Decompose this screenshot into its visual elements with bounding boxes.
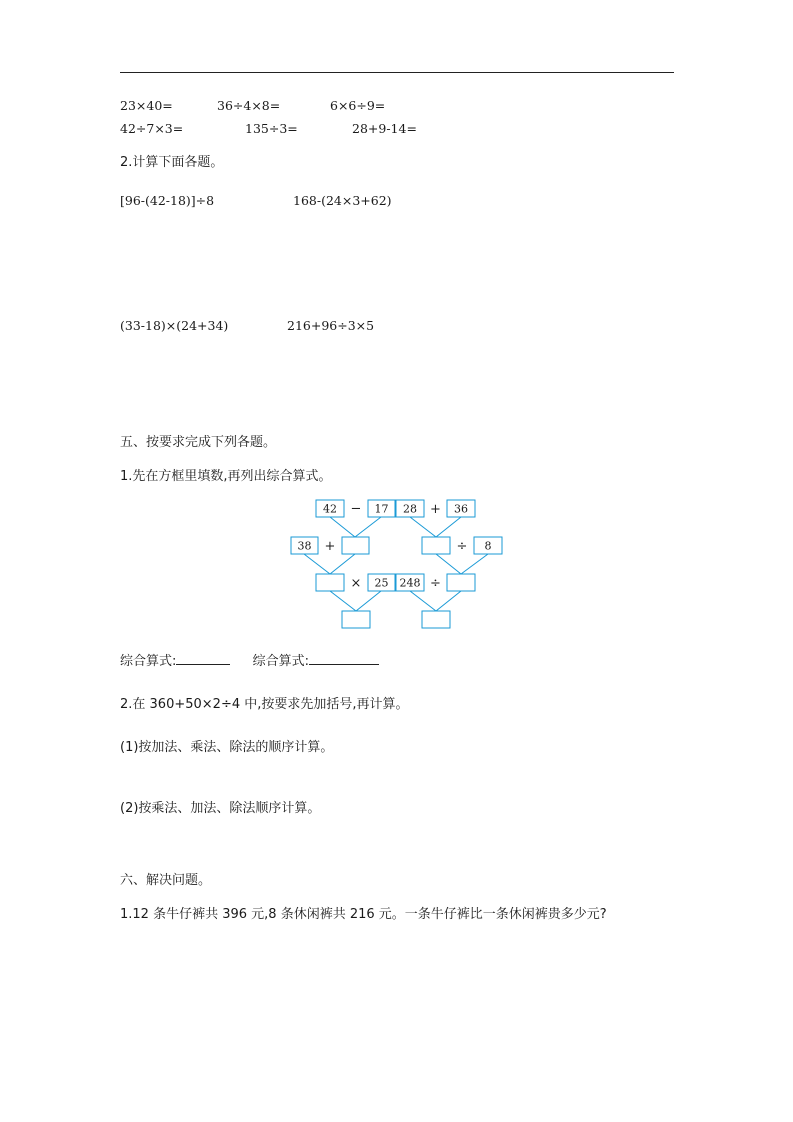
q2-expr-4: 216+96÷3×5 (287, 318, 375, 333)
diagram-right-mid-b: 8 (484, 539, 492, 553)
q2-expr-3: (33-18)×(24+34) (120, 318, 229, 333)
q2-expr-1: [96-(42-18)]÷8 (120, 193, 215, 208)
diagram-left-op1: − (350, 501, 362, 517)
diagram-right-top-a: 28 (403, 502, 417, 516)
oral-calc-3: 6×6÷9= (330, 98, 386, 113)
box-left-mid-result (342, 537, 369, 554)
formula-line (120, 650, 379, 669)
diagram-left-top-b: 17 (374, 502, 389, 516)
section5-q2-sub1: (1)按加法、乘法、除法的顺序计算。 (120, 740, 334, 755)
diagram-left-top-a: 42 (323, 502, 337, 516)
box-left-third-result (316, 574, 344, 591)
section5-heading: 五、按要求完成下列各题。 (120, 435, 277, 450)
diagram-left-third-b: 25 (374, 576, 389, 590)
box-right-final (422, 611, 450, 628)
calculation-tree-diagram (285, 495, 510, 635)
diagram-left-mid-a: 38 (297, 539, 312, 553)
diagram-right-top-b: 36 (454, 502, 468, 516)
box-left-final (342, 611, 370, 628)
formula-label-2: 综合算式: (252, 654, 310, 669)
q2-expr-2: 168-(24×3+62) (293, 193, 392, 208)
formula-answer-blank-2[interactable] (309, 651, 379, 665)
oral-calc-5: 135÷3= (245, 121, 298, 136)
section6-q1: 1.12 条牛仔裤共 396 元,8 条休闲裤共 216 元。一条牛仔裤比一条休闲裤贵多少元? (120, 907, 607, 922)
box-right-mid-result (422, 537, 450, 554)
diagram-right-third-a: 248 (399, 576, 421, 590)
diagram-left-op3: × (350, 576, 362, 591)
diagram-left-op2: + (324, 539, 336, 554)
diagram-right-op3: ÷ (430, 576, 441, 591)
section5-q2-title: 2.在 360+50×2÷4 中,按要求先加括号,再计算。 (120, 697, 409, 712)
oral-calc-1: 23×40= (120, 98, 173, 113)
diagram-right-op1: + (430, 502, 441, 517)
q2-title: 2.计算下面各题。 (120, 155, 224, 170)
formula-answer-blank-1[interactable] (176, 651, 230, 665)
oral-calc-4: 42÷7×3= (120, 121, 184, 136)
section5-q2-sub2: (2)按乘法、加法、除法顺序计算。 (120, 801, 321, 816)
formula-label-1: 综合算式: (120, 654, 177, 669)
oral-calc-6: 28+9-14= (352, 121, 417, 136)
header-rule (120, 72, 674, 73)
box-right-third-result (447, 574, 475, 591)
section5-q1-title: 1.先在方框里填数,再列出综合算式。 (120, 469, 332, 484)
diagram-right-op2: ÷ (456, 539, 468, 554)
oral-calc-2: 36÷4×8= (217, 98, 281, 113)
section6-heading: 六、解决问题。 (120, 873, 212, 888)
